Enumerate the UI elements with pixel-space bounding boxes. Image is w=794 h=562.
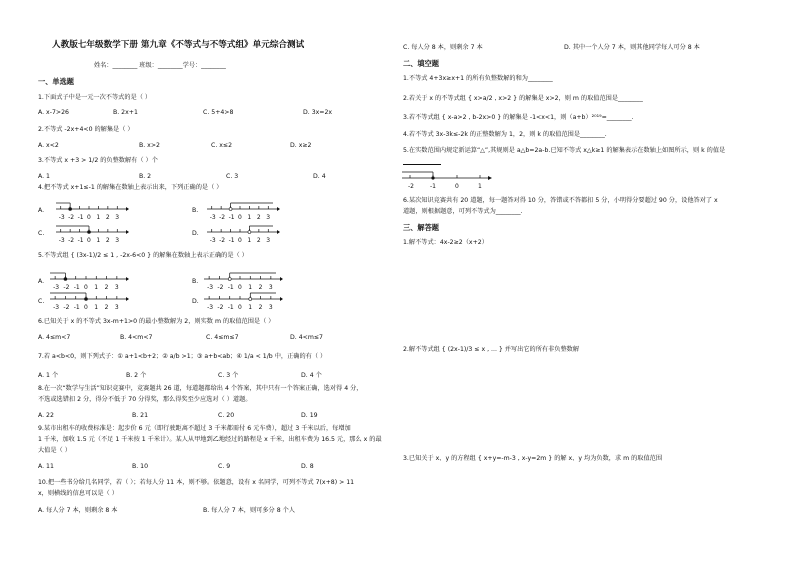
axis-tick-label: 1 <box>247 237 252 244</box>
axis-arrow <box>280 277 283 281</box>
question-8-line-1: 8.在一次“数学与生活”知识竞赛中，竞赛题共 26 道，每道题都给出 4 个答案，其中只有一个答案正确，选对得 4 分， <box>38 385 363 392</box>
axis-tick-label: -3 <box>53 304 60 311</box>
axis-tick-label: -1 <box>73 304 80 311</box>
axis-tick-label: -3 <box>58 214 65 221</box>
q6-option-d: D. 4<m≤7 <box>290 334 323 341</box>
axis-tick-label: 0 <box>238 284 242 291</box>
axis-tick-label: 1 <box>248 284 253 291</box>
q9-option-a: A. 11 <box>38 463 54 470</box>
axis-tick-label: -2 <box>63 304 70 311</box>
axis-tick-label: 2 <box>256 214 261 221</box>
q5-option-d: D. <box>192 298 199 305</box>
q5-option-a: A. <box>38 278 45 285</box>
q5-number-line-d <box>204 290 282 312</box>
q3-option-c: C. 3 <box>226 173 239 180</box>
page-title: 人教版七年级数学下册 第九章《不等式与不等式组》单元综合测试 <box>52 40 305 50</box>
axis-arrow <box>126 297 129 301</box>
axis-tick-label: -1 <box>228 237 235 244</box>
q6-option-c: C. 4≤m≤7 <box>206 334 239 341</box>
q10-option-d: D. 其中一个人分 7 本，则其他同学每人可分 8 本 <box>564 44 700 51</box>
section-fill-in: 二、填空题 <box>403 59 439 68</box>
q9-option-c: C. 9 <box>218 463 231 470</box>
q3-option-d: D. 4 <box>313 173 326 180</box>
question-5: 5.不等式组 { (3x-1)/2 ≤ 1 , -2x-6<0 } 的解集在数轴上表示正确的是（ ） <box>38 252 248 259</box>
q3-option-a: A. 1 <box>38 173 50 180</box>
axis-tick-label: -2 <box>219 214 226 221</box>
axis-tick-label: -1 <box>228 214 235 221</box>
question-6: 6.已知关于 x 的不等式 3x-m+1>0 的最小整数解为 2，则实数 m 的取值范围是（ ） <box>38 318 275 325</box>
fill-question-6-line-2: 道题，则根据题意，可列不等式为________. <box>403 208 523 215</box>
axis-tick-label: 3 <box>266 237 271 244</box>
question-8-line-2: 不选或选错扣 2 分，得分不低于 70 分得奖，那么得奖至少应选对（ ）道题。 <box>38 396 252 403</box>
axis-tick-label: -1 <box>77 237 84 244</box>
axis-tick-label: 0 <box>84 304 88 311</box>
q2-option-b: B. x>2 <box>139 142 160 149</box>
axis-tick-label: -2 <box>217 304 224 311</box>
axis-arrow <box>277 207 280 211</box>
solution-point <box>69 208 72 211</box>
axis-tick-label: -3 <box>209 237 216 244</box>
axis-tick-label: -2 <box>63 284 70 291</box>
q1-option-b: B. 2x+1 <box>113 109 138 116</box>
fill-question-6-line-1: 6.某次知识竞赛共有 20 道题，每一题答对得 10 分，答错或不答都扣 5 分，小明得分要超过 90 分，设他答对了 x <box>403 197 718 204</box>
axis-tick-label: 3 <box>114 284 119 291</box>
axis-arrow <box>126 277 129 281</box>
axis-arrow <box>126 230 129 234</box>
solution-point <box>248 231 251 234</box>
q4-number-line-a <box>56 200 128 222</box>
axis-tick-label: 3 <box>114 304 119 311</box>
q8-option-c: C. 20 <box>218 412 235 419</box>
q10-option-c: C. 每人分 8 本，则剩余 7 本 <box>403 44 483 51</box>
section-solve: 三、解答题 <box>403 223 439 232</box>
axis-tick-label: -1 <box>227 284 234 291</box>
q7-option-b: B. 2 个 <box>126 372 147 379</box>
question-4: 4.把不等式 x+1≤-1 的解集在数轴上表示出来，下列正确的是（ ） <box>38 184 223 191</box>
section-single-choice: 一、单选题 <box>38 77 74 86</box>
q3-option-b: B. 2 <box>139 173 152 180</box>
axis-arrow <box>126 207 129 211</box>
axis-tick-label: 1 <box>94 304 99 311</box>
q9-option-b: B. 10 <box>132 463 149 470</box>
axis-tick-label: 0 <box>238 237 242 244</box>
q7-option-d: D. 4 个 <box>301 372 322 379</box>
axis-tick-label: 2 <box>258 284 263 291</box>
solution-point <box>229 208 232 211</box>
question-3: 3.不等式 x +3 > 1/2 的负整数解有（ ）个 <box>38 157 158 164</box>
q9-option-d: D. 8 <box>301 463 314 470</box>
fill-question-4: 4.若不等式 3x-3k≤-2k 的正整数解为 1，2，则 k 的取值范围是________. <box>403 131 607 138</box>
axis-tick-label: 2 <box>256 237 261 244</box>
q10-option-a: A. 每人分 7 本，则剩余 8 本 <box>38 507 118 514</box>
q1-option-c: C. 5+4>8 <box>203 109 234 116</box>
axis-arrow <box>277 230 280 234</box>
axis-tick-label: 0 <box>238 214 242 221</box>
axis-tick-label: 0 <box>87 237 91 244</box>
axis-tick-label: 3 <box>115 214 120 221</box>
question-2: 2.不等式 -2x+4<0 的解集是（ ） <box>38 126 134 133</box>
q8-option-a: A. 22 <box>38 412 54 419</box>
axis-tick-label: -2 <box>219 237 226 244</box>
axis-tick-label: 3 <box>115 237 120 244</box>
axis-tick-label: 1 <box>248 304 253 311</box>
axis-tick-label: 3 <box>268 304 273 311</box>
q4-option-d: D. <box>192 230 199 237</box>
f5-number-line <box>402 170 490 192</box>
q1-option-a: A. x-7>26 <box>38 109 69 116</box>
q7-option-a: A. 1 个 <box>38 372 59 379</box>
q2-option-d: D. x≥2 <box>290 142 312 149</box>
axis-tick-label: 1 <box>96 237 101 244</box>
fill-question-5-blank <box>403 158 441 168</box>
q6-option-b: B. 4<m<7 <box>120 334 153 341</box>
axis-tick-label: -2 <box>217 284 224 291</box>
axis-tick-label: -3 <box>53 284 60 291</box>
axis-tick-label: 3 <box>266 214 271 221</box>
axis-tick-label: -1 <box>73 284 80 291</box>
question-9-line-3: 大值是（ ） <box>38 447 71 454</box>
axis-tick-label: -2 <box>68 214 75 221</box>
q5-number-line-c <box>50 290 128 312</box>
axis-tick-label: -3 <box>209 214 216 221</box>
q8-option-b: B. 21 <box>132 412 149 419</box>
solve-question-2: 2.解不等式组 { (2x-1)/3 ≤ x , ... } 并写出它的所有非负整数解 <box>403 346 580 353</box>
axis-tick-label: 0 <box>87 214 91 221</box>
q5-number-line-a <box>50 270 128 292</box>
solution-point <box>64 278 67 281</box>
axis-tick-label: -3 <box>207 284 214 291</box>
axis-arrow <box>280 297 283 301</box>
axis-tick-label: 1 <box>96 214 101 221</box>
solution-point <box>88 231 91 234</box>
question-10-line-1: 10.把一些书分给几名同学，若（ ）；若每人分 11 本，则不够。依题意，设有 x 名同学，可列不等式 7(x+8) > 11 <box>38 479 355 486</box>
axis-tick-label: 2 <box>104 284 109 291</box>
q5-option-c: C. <box>38 298 45 305</box>
axis-tick-label: 2 <box>105 237 110 244</box>
question-7: 7.若 a<b<0，则下列式子：① a+1<b+2；② a/b >1；③ a+b<ab；④ 1/a < 1/b 中，正确的有（ ） <box>38 353 327 360</box>
question-10-line-2: x，则横线的信息可以是（ ） <box>38 490 118 497</box>
axis-tick-label: 0 <box>84 284 88 291</box>
axis-tick-label: 1 <box>247 214 252 221</box>
axis-tick-label: 1 <box>94 284 99 291</box>
question-9-line-2: 1 千米，加收 1.5 元（不足 1 千米按 1 千米计）。某人从甲地到乙地经过的路程是 x 千米，出租车费为 16.5 元，那么 x 的最 <box>38 436 382 443</box>
solution-point <box>228 278 231 281</box>
axis-tick-label: -1 <box>77 214 84 221</box>
q1-option-d: D. 3x=2x <box>303 109 333 116</box>
axis-tick-label: -2 <box>68 237 75 244</box>
f5-axis-tick-label: 0 <box>455 183 459 190</box>
fill-question-3: 3.若不等式组 { x-a>2 , b-2x>0 } 的解集是 -1<x<1，则（a+b）²⁰¹⁹=________. <box>403 114 634 121</box>
q4-number-line-b <box>207 200 279 222</box>
f5-axis-tick-label: -1 <box>430 183 436 190</box>
axis-tick-label: 2 <box>105 214 110 221</box>
q5-option-b: B. <box>192 278 199 285</box>
axis-tick-label: 2 <box>258 304 263 311</box>
question-1: 1.下面式子中是一元一次不等式的是（ ） <box>38 94 152 101</box>
q4-number-line-c <box>56 223 128 245</box>
fill-question-5: 5.在实数范围内规定新运算“△”,其规则是 a△b=2a-b.已知不等式 x△k≥1 的解集表示在数轴上如图所示，则 k 的值是 <box>403 147 726 154</box>
axis-tick-label: -1 <box>227 304 234 311</box>
f5-axis-tick-label: 1 <box>478 183 482 190</box>
q10-option-b: B. 每人分 7 本，则可多分 8 个人 <box>203 507 295 514</box>
solution-point <box>249 298 252 301</box>
q2-option-c: C. x≤2 <box>211 142 233 149</box>
axis-tick-label: 3 <box>268 284 273 291</box>
q2-option-a: A. x<2 <box>38 142 59 149</box>
fill-question-2: 2.若关于 x 的不等式组 { x>a/2 , x>2 } 的解集是 x>2，则 m 的取值范围是________ <box>403 95 643 102</box>
solve-question-1: 1.解不等式：4x-2≥2（x+2） <box>403 239 488 246</box>
q4-option-c: C. <box>38 230 45 237</box>
axis-tick-label: 2 <box>104 304 109 311</box>
student-info-line: 姓名：________ 班级：________学号：________ <box>94 62 226 69</box>
q8-option-d: D. 19 <box>301 412 318 419</box>
q6-option-a: A. 4≤m<7 <box>38 334 71 341</box>
q7-option-c: C. 3 个 <box>218 372 239 379</box>
q5-number-line-b <box>204 270 282 292</box>
q4-option-a: A. <box>38 207 45 214</box>
fill-question-1: 1.不等式 4+3x≥x+1 的所有负整数解的和为________ <box>403 75 553 82</box>
f5-axis-tick-label: -2 <box>408 183 414 190</box>
q4-option-b: B. <box>192 207 199 214</box>
question-9-line-1: 9.某市出租车的收费标准是：起步价 6 元（即行驶距离不超过 3 千米都需付 6 元车费），超过 3 千米以后，每增加 <box>38 425 351 432</box>
axis-tick-label: -3 <box>58 237 65 244</box>
axis-tick-label: 0 <box>238 304 242 311</box>
axis-tick-label: -3 <box>207 304 214 311</box>
solve-question-3: 3.已知关于 x、y 的方程组 { x+y=-m-3 , x-y=2m } 的解 x、y 均为负数，求 m 的取值范围 <box>403 455 663 462</box>
q4-number-line-d <box>207 223 279 245</box>
solution-point <box>85 298 88 301</box>
